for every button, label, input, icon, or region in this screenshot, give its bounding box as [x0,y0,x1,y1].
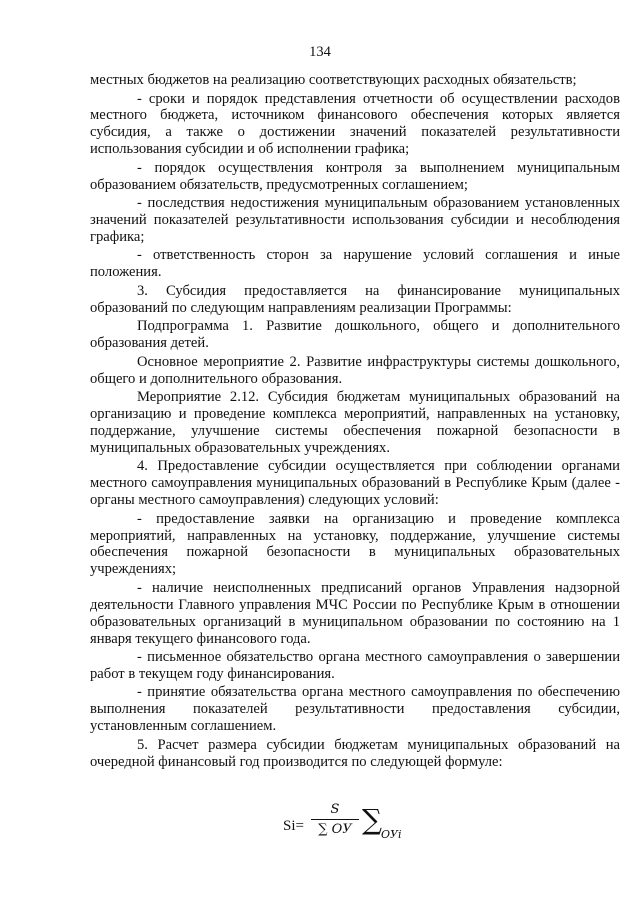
paragraph: - последствия недостижения муниципальным образованием установленных значений показателей результативности использования субсидии и несоблюдения графика; [90,195,620,245]
paragraph: - письменное обязательство органа местного самоуправления о завершении работ в текущем году финансирования. [90,649,620,682]
sum-symbol: ∑ [362,803,382,836]
fraction-bar [311,819,359,820]
paragraph: - принятие обязательства органа местного самоуправления по обеспечению выполнения показателей результативности предоставления субсидии, установленным соглашением. [90,684,620,735]
paragraph: Основное мероприятие 2. Развитие инфраструктуры системы дошкольного, общего и дополнительного образования. [90,353,620,387]
formula-lhs: Si= [283,818,304,834]
paragraph: - порядок осуществления контроля за выполнением муниципальным образованием обязательств, предусмотренных соглашением; [90,159,620,193]
paragraph: Подпрограмма 1. Развитие дошкольного, общего и дополнительного образования детей. [90,318,620,352]
formula-numerator: S [330,802,340,817]
paragraph: - предоставление заявки на организацию и проведение комплекса мероприятий, направленных на установку, поддержание, улучшение системы обеспечения пожарной безопасности в муниципальных образовательных учреждениях; [90,510,620,578]
paragraph: Мероприятие 2.12. Субсидия бюджетам муниципальных образований на организацию и проведение комплекса мероприятий, направленных на установку, поддержание, улучшение системы обеспечения пожарной безопасности в муниципальных образовательных учреждениях. [90,389,620,456]
formula-fraction [311,802,359,838]
paragraph: 4. Предоставление субсидии осуществляется при соблюдении органами местного самоуправления муниципальных образований в Республике Крым (далее - органы местного самоуправления) следующих условий: [90,458,620,509]
paragraph: 5. Расчет размера субсидии бюджетам муниципальных образований на очередной финансовый год производится по следующей формуле: [90,736,620,770]
paragraph: - наличие неисполненных предписаний органов Управления надзорной деятельности Главного управления МЧС России по Республике Крым в отношении образовательных организаций в муниципальном образовании по состоянию на 1 января текущего финансового года. [90,579,620,647]
paragraph: местных бюджетов на реализацию соответствующих расходных обязательств; [90,72,577,88]
paragraph: - сроки и порядок представления отчетности об осуществлении расходов местного бюджета, источником финансового обеспечения которых является субсидия, а также о достижении значений показателей результативности использования субсидии и об исполнении графика; [90,90,620,158]
paragraph: - ответственность сторон за нарушение условий соглашения и иные положения. [90,247,620,281]
paragraph: 3. Субсидия предоставляется на финансирование муниципальных образований по следующим направлениям реализации Программы: [90,282,620,316]
body-text [90,72,620,772]
formula-denominator: ∑ ОУ [318,822,352,837]
sum-subscript: ОУi [381,828,402,841]
page-number: 134 [309,44,331,60]
